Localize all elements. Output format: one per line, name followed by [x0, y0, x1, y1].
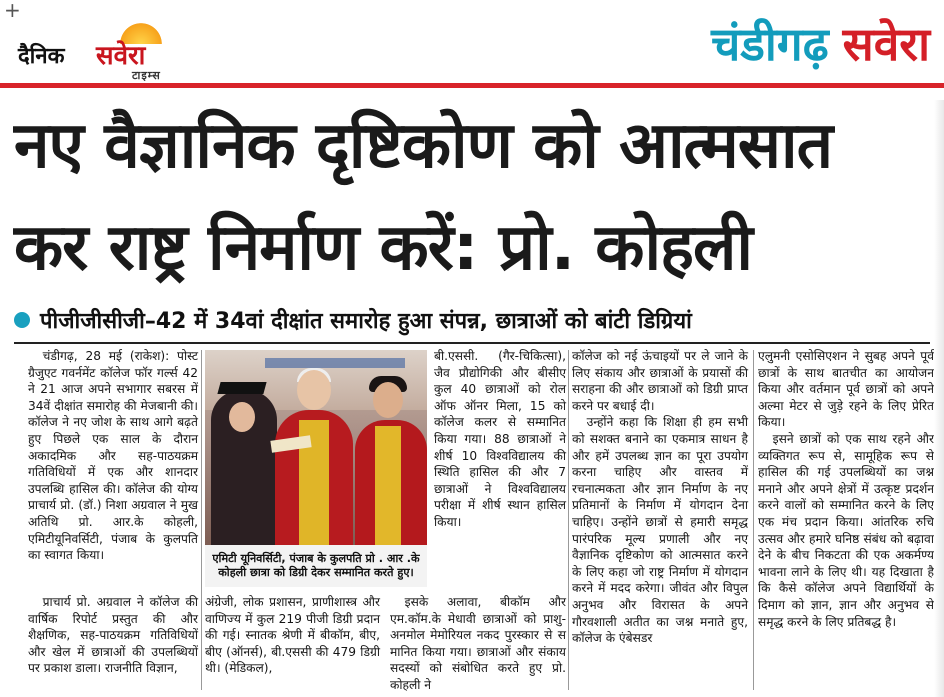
graduation-cap-icon — [217, 382, 266, 394]
article-column-4 — [572, 348, 748, 647]
edition-brand — [711, 10, 930, 76]
edition-savera: सवेरा — [842, 17, 930, 71]
paragraph: प्राचार्य प्रो. अग्रवाल ने कॉलेज की वार्षिक रिपोर्ट प्रस्तुत की और शैक्षणिक, सह-पाठयक्रम गतिविधियों और खेल में छात्राओं की उपलब्धियों पर प्रकाश डाला। राजनीति विज्ञान, — [28, 595, 198, 676]
article-column-1-continued — [28, 594, 198, 677]
paragraph: इसके अलावा, बीकॉम और एम.कॉम.के मेधावी छात्राओं को प्राशु-अनमोल मेमोरियल नकद पुरस्कार से स मानित किया गया। छात्राओं और संकाय सदस्यों को संबोधित करते हुए प्रो. कोहली ने — [390, 595, 566, 692]
paragraph: कॉलेज को नई ऊंचाइयों पर ले जाने के लिए संकाय और छात्राओं के प्रयासों की सराहना की और छात्राओं को डिग्री प्राप्त करने पर बधाई दी। — [572, 349, 748, 413]
paragraph: एलुमनी एसोसिएशन ने सुबह अपने पूर्व छात्रों के साथ बातचीत का आयोजन किया और वर्तमान पूर्व छात्रों को अपने अल्मा मेटर से जुड़े रहने के लिए प्रेरित किया। — [758, 349, 934, 430]
paragraph: बी.एससी. (गैर-चिकित्सा), जैव प्रौद्योगिकी और बीसीए कुल 40 छात्राओं को रोल ऑफ ऑनर मिला, 15 को कॉलेज कलर से सम्मानित किया गया। 88 छात्राओं ने शीर्ष 10 विश्वविद्यालय की स्थिति हासिल की और 7 छात्राओं ने विश्वविद्यालय परीक्षा में शीर्ष स्थान हासिल किया। — [434, 349, 566, 529]
crosshair-plus-sign: + — [4, 0, 21, 22]
article-column-1 — [28, 348, 198, 564]
logo-dainik-text: दैनिक — [18, 44, 65, 69]
column-rule — [201, 350, 202, 690]
photo-caption: एमिटी यूनिवर्सिटी, पंजाब के कुलपति प्रो . आर .के कोहली छात्रा को डिग्री देकर सम्मानित करते हुए। — [205, 545, 427, 587]
edition-city: चंडीगढ़ — [711, 17, 829, 71]
article-column-2 — [205, 594, 380, 677]
article-column-3 — [434, 348, 566, 531]
article-column-5 — [758, 348, 934, 630]
paragraph: चंडीगढ़, 28 मई (राकेश): पोस्ट ग्रैजुएट गवर्नमेंट कॉलेज फॉर गर्ल्स 42 ने 21 आज अपने सभागार सबरस में 34वें दीक्षांत समारोह की मेजबानी की। कॉलेज ने नए जोश के साथ आगे बढ़ते हुए पिछले एक साल के दौरान अकादमिक और सह-पाठयक्रम गतिविधियों में एक और शानदार उपलब्धि हासिल की। कॉलेज की योग्य प्राचार्य प्रो. (डॉ.) निशा अग्रवाल ने मुख अतिथि प्रो. आर.के कोहली, एमिटीयूनिवर्सिटी, पंजाब के कुलपति का स्वागत किया। — [28, 349, 198, 563]
headline-line-2: कर राष्ट्र निर्माण करें: प्रो. कोहली — [14, 211, 752, 285]
bullet-dot-icon — [14, 312, 30, 328]
subheadline-text: पीजीजीसीजी–42 में 34वां दीक्षांत समारोह हुआ संपन्न, छात्राओं को बांटी डिग्रियां — [40, 309, 692, 334]
subheadline — [14, 300, 930, 340]
logo-savera-text: सवेरा — [96, 41, 146, 71]
page-edge-shadow — [934, 100, 944, 697]
masthead-divider — [0, 83, 944, 88]
subhead-divider — [14, 342, 930, 344]
convocation-photo — [205, 350, 427, 545]
paragraph: अंग्रेजी, लोक प्रशासन, प्राणीशास्त्र और वाणिज्य में कुल 219 पीजी डिग्री प्रदान की गई। स्नातक श्रेणी में बीकॉम, बीए, बीए (ऑनर्स), बी.एससी की 479 डिग्री थी। (मेडिकल), — [205, 595, 380, 676]
paragraph: इसने छात्रों को एक साथ रहने और व्यक्तिगत रूप से, सामूहिक रूप से हासिल की गई उपलब्धियों का जश्न मनाने और अपने क्षेत्रों में उत्कृष्ट प्रदर्शन करने वालों को सम्मानित करने के लिए एक मंच प्रदान किया। आंतरिक रुचि उत्सव और हमारे घनिष्ठ संबंध को बढ़ावा देने के बीच निकटता की एक अकर्मण्य भावना लाने के लिए थी। यह दिखाता है कि कैसे कॉलेज अपने विद्यार्थियों के दिमाग को ज्ञान, ज्ञान और अनुभव से समृद्ध करने के लिए प्रतिबद्ध है। — [758, 431, 934, 629]
paragraph: उन्होंने कहा कि शिक्षा ही हम सभी को सशक्त बनाने का एकमात्र साधन है और हमें उपलब्ध ज्ञान का पूरा उपयोग करना चाहिए और वास्तव में रचनात्मकता और ज्ञान निर्माण के नए प्रतिमानों के निर्माण में योगदान देना चाहिए। उन्होंने छात्रों से हमारी समृद्ध पारंपरिक मूल्य प्रणाली और नए वैज्ञानिक दृष्टिकोण को आत्मसात करने के लिए कहा जो राष्ट्र निर्माण में योगदान करने में मदद करेगा। जीवंत और विपुल अनुभव और विरासत के अपने गौरवशाली अतीत का जश्न मनाते हुए, कॉलेज के एंबेसडर — [572, 415, 748, 646]
column-rule — [568, 350, 569, 690]
article-column-3-continued — [390, 594, 566, 694]
headline-line-1: नए वैज्ञानिक दृष्टिकोण को आत्मसात — [14, 109, 833, 183]
dainik-savera-logo — [18, 16, 218, 82]
logo-times-text: टाइम्स — [132, 69, 161, 82]
column-rule — [753, 350, 754, 690]
